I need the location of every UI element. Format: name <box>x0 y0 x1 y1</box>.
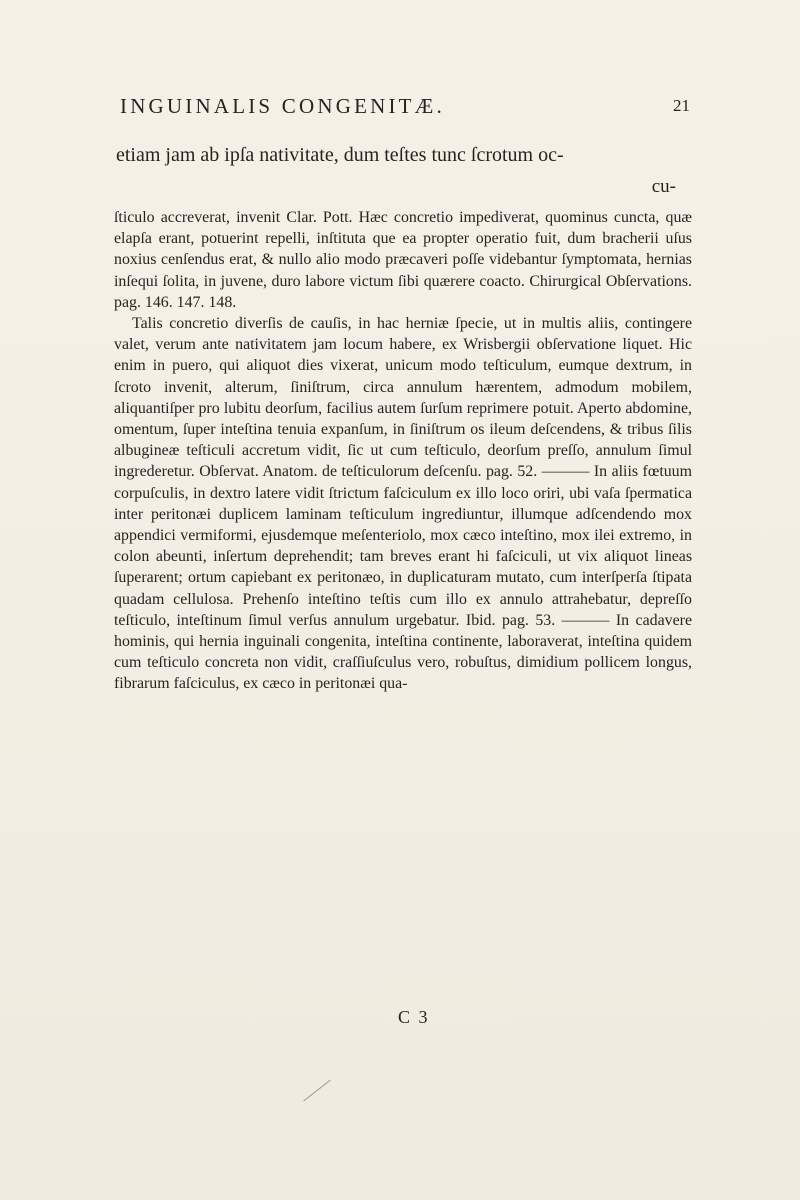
paragraph-2: Talis concretio diverſis de cauſis, in hac herniæ ſpecie, ut in multis aliis, contingere valet, verum ante nativitatem jam locum habere, ex Wrisbergii obſervatione liquet. Hic enim in puero, qui aliquot dies vixerat, unicum modo teſticulum, eumque dextrum, in ſcroto invenit, alterum, ſiniſtrum, circa annulum hærentem, admodum mobilem, aliquantiſper pro lubitu deorſum, facilius autem ſurſum reprimere potuit. Aperto abdomine, omentum, ſuper inteſtina tenuia expanſum, in ſiniſtrum os ileum deſcendens, & tribus ſilis albugineæ teſticuli accretum vidit, ſic ut cum teſticulo, deorſum preſſo, annulum ſimul ingrederetur. Obſervat. Anatom. de teſticulorum deſcenſu. pag. 52. ——— In aliis fœtuum corpuſculis, in dextro latere vidit ſtrictum faſciculum ex illo loco oriri, ubi vaſa ſpermatica inter peritonæi duplicem laminam teſticulum ingrediuntur, illumque adſcendendo mox appendici vermiformi, ejusdemque meſenteriolo, mox cæco inteſtino, mox ilei extremo, in colon abeunti, inſertum deprehendit; tam breves erant hi faſciculi, ut vix aliquot lineas ſuperarent; ortum capiebant ex peritonæo, in duplicaturam mutato, cum interſperſa ſtipata quadam cellulosa. Prehenſo inteſtino teſtis cum illo ex annulo attrahebatur, depreſſo teſticulo, inteſtinum ſimul verſus annulum urgebatur. Ibid. pag. 53. ——— In cadavere hominis, qui hernia inguinali congenita, inteſtina continente, laboraverat, inteſtina quidem cum teſticulo concreta non vidit, craſſiuſculus vero, robuſtus, dimidium pollicem longus, fibrarum faſciculus, ex cæco in peritonæi qua- <box>114 315 692 693</box>
stray-pen-mark <box>303 1080 330 1102</box>
opening-line: etiam jam ab ipſa nativitate, dum teſtes tunc ſcrotum oc- <box>116 144 564 166</box>
paragraph-1: ſticulo accreverat, invenit Clar. Pott. Hæc concretio impediverat, quominus cuncta, quæ elapſa erant, potuerint repelli, inſtituta que ea propter operatio fuit, dum bracherii uſus noxius cenſendus erat, & nullo alio modo præcaveri poſſe videbantur ſymptomata, hernias inſequi ſolita, in juvene, duro labore victum ſibi quærere coacto. Chirurgical Obſervations. pag. 146. 147. 148. <box>114 209 692 311</box>
signature-mark: C 3 <box>398 1007 430 1027</box>
catchword: cu- <box>651 176 676 197</box>
running-head <box>120 94 690 124</box>
page-number: 21 <box>673 96 690 115</box>
body-text <box>114 207 692 695</box>
running-title: INGUINALIS CONGENITÆ. <box>120 94 446 118</box>
